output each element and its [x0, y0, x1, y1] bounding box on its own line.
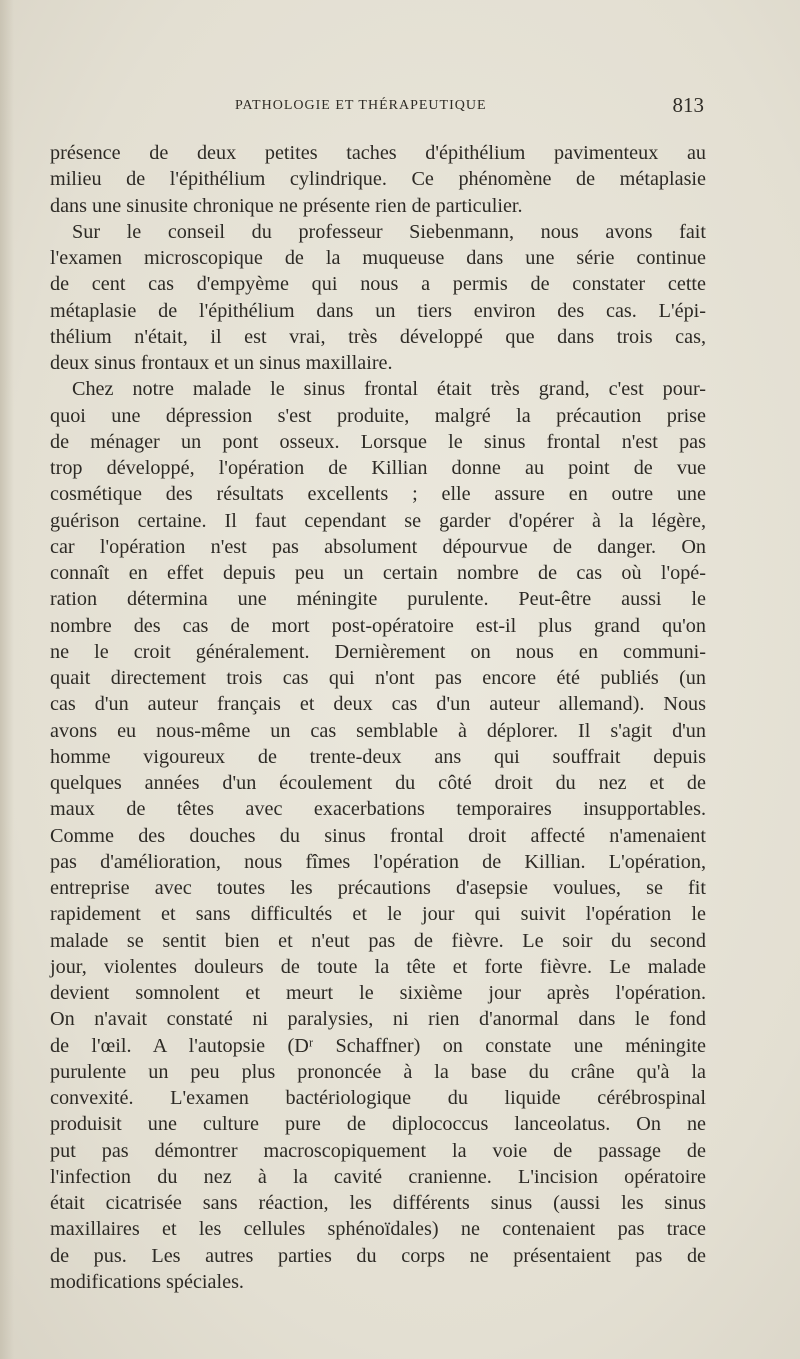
text-line: de l'œil. A l'autopsie (Dʳ Schaffner) on constate une méningite	[50, 1034, 706, 1057]
text-line: put pas démontrer macroscopiquement la voie de passage de	[50, 1139, 706, 1162]
page-number: 813	[672, 93, 704, 117]
running-title: PATHOLOGIE ET THÉRAPEUTIQUE	[235, 98, 487, 113]
text-line: nombre des cas de mort post-opératoire est-il plus grand qu'on	[50, 614, 706, 637]
text-line: était cicatrisée sans réaction, les différents sinus (aussi les sinus	[50, 1192, 706, 1214]
text-line: thélium n'était, il est vrai, très développé que dans trois cas,	[50, 325, 706, 348]
text-line: milieu de l'épithélium cylindrique. Ce phénomène de métaplasie	[50, 168, 706, 191]
text-line: Comme des douches du sinus frontal droit affecté n'amenaient	[50, 824, 706, 847]
text-line: de ménager un pont osseux. Lorsque le sinus frontal n'est pas	[50, 430, 706, 453]
text-line: trop développé, l'opération de Killian donne au point de vue	[50, 457, 706, 479]
text-line: cas d'un auteur français et deux cas d'un auteur allemand). Nous	[50, 693, 706, 716]
text-line: deux sinus frontaux et un sinus maxillaire.	[50, 352, 393, 374]
text-line: l'examen microscopique de la muqueuse dans une série continue	[50, 247, 706, 269]
text-line: l'infection du nez à la cavité cranienne. L'incision opératoire	[50, 1165, 706, 1188]
text-line: avons eu nous-même un cas semblable à déplorer. Il s'agit d'un	[50, 719, 706, 742]
text-line: Sur le conseil du professeur Siebenmann, nous avons fait	[72, 220, 706, 243]
page-edge-shadow	[0, 0, 14, 1359]
text-line: quoi une dépression s'est produite, malgré la précaution prise	[50, 404, 706, 427]
text-line: convexité. L'examen bactériologique du liquide cérébrospinal	[50, 1087, 706, 1109]
text-line: connaît en effet depuis peu un certain nombre de cas où l'opé-	[50, 562, 706, 584]
body-text	[50, 140, 706, 1295]
text-line: produisit une culture pure de diplococcus lanceolatus. On ne	[50, 1113, 706, 1136]
text-line: cosmétique des résultats excellents ; elle assure en outre une	[50, 483, 706, 506]
text-line: métaplasie de l'épithélium dans un tiers environ des cas. L'épi-	[50, 299, 706, 322]
text-line: purulente un peu plus prononcée à la base du crâne qu'à la	[50, 1060, 706, 1083]
text-line: ration détermina une méningite purulente. Peut-être aussi le	[50, 588, 706, 611]
text-line: On n'avait constaté ni paralysies, ni rien d'anormal dans le fond	[50, 1008, 706, 1031]
text-line: pas d'amélioration, nous fîmes l'opération de Killian. L'opération,	[50, 850, 706, 873]
page-header	[50, 93, 706, 121]
text-line: Chez notre malade le sinus frontal était très grand, c'est pour-	[72, 378, 706, 401]
text-line: guérison certaine. Il faut cependant se garder d'opérer à la légère,	[50, 509, 706, 532]
text-line: quait directement trois cas qui n'ont pas encore été publiés (un	[50, 667, 706, 689]
text-line: malade se sentit bien et n'eut pas de fièvre. Le soir du second	[50, 929, 706, 952]
text-line: maux de têtes avec exacerbations temporaires insupportables.	[50, 798, 706, 821]
text-line: car l'opération n'est pas absolument dépourvue de danger. On	[50, 535, 706, 558]
text-line: jour, violentes douleurs de toute la tête et forte fièvre. Le malade	[50, 955, 706, 978]
text-line: devient somnolent et meurt le sixième jour après l'opération.	[50, 982, 706, 1004]
text-line: modifications spéciales.	[50, 1270, 244, 1293]
text-line: maxillaires et les cellules sphénoïdales) ne contenaient pas trace	[50, 1218, 706, 1241]
text-line: quelques années d'un écoulement du côté droit du nez et de	[50, 772, 706, 794]
text-line: entreprise avec toutes les précautions d'asepsie voulues, se fit	[50, 877, 706, 899]
text-line: de cent cas d'empyème qui nous a permis de constater cette	[50, 273, 706, 296]
text-line: dans une sinusite chronique ne présente rien de particulier.	[50, 194, 523, 217]
text-line: de pus. Les autres parties du corps ne présentaient pas de	[50, 1244, 706, 1267]
text-line: présence de deux petites taches d'épithélium pavimenteux au	[50, 142, 706, 164]
text-line: rapidement et sans difficultés et le jour qui suivit l'opération le	[50, 903, 706, 926]
text-line: homme vigoureux de trente-deux ans qui souffrait depuis	[50, 745, 706, 768]
text-line: ne le croit généralement. Dernièrement on nous en communi-	[50, 640, 706, 663]
